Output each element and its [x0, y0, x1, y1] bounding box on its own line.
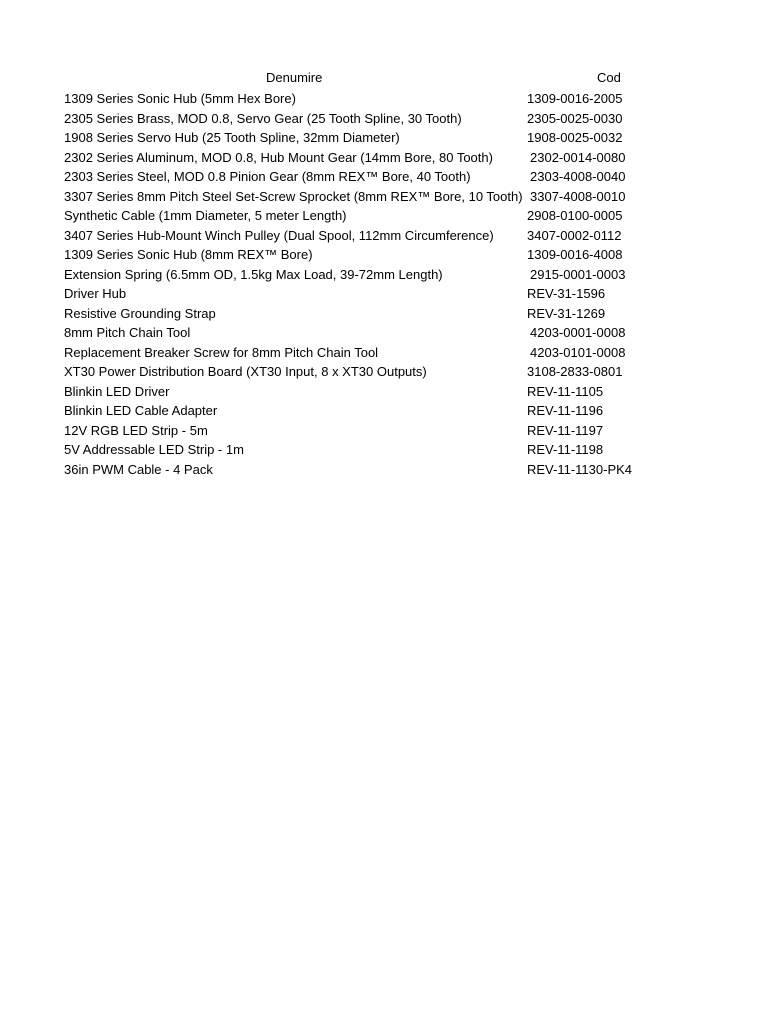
cell-denumire: 2305 Series Brass, MOD 0.8, Servo Gear (25 Tooth Spline, 30 Tooth) — [64, 110, 462, 126]
table-row — [0, 245, 768, 265]
table-row — [0, 167, 768, 187]
cell-denumire: Resistive Grounding Strap — [64, 305, 216, 321]
cell-denumire: Extension Spring (6.5mm OD, 1.5kg Max Load, 39-72mm Length) — [64, 266, 443, 282]
cell-cod: 1309-0016-4008 — [527, 247, 623, 262]
cell-cod: 4203-0001-0008 — [530, 325, 626, 340]
table-row — [0, 440, 768, 460]
table-row — [0, 382, 768, 402]
cell-denumire: 5V Addressable LED Strip - 1m — [64, 442, 244, 457]
cell-cod: REV-11-1105 — [527, 383, 604, 399]
cell-cod: 2302-0014-0080 — [530, 149, 626, 165]
table-header — [0, 70, 768, 89]
cell-denumire: 8mm Pitch Chain Tool — [64, 325, 191, 340]
table-row — [0, 128, 768, 148]
table-row — [0, 304, 768, 324]
cell-cod: 3307-4008-0010 — [530, 188, 626, 204]
cell-cod: REV-31-1596 — [527, 286, 606, 301]
cell-cod: 1309-0016-2005 — [527, 91, 623, 106]
cell-denumire: Blinkin LED Driver — [64, 383, 170, 399]
header-denumire: Denumire — [266, 70, 323, 85]
cell-cod: 4203-0101-0008 — [530, 344, 626, 360]
cell-cod: 1908-0025-0032 — [527, 130, 623, 145]
table-row — [0, 343, 768, 363]
table-row — [0, 362, 768, 382]
cell-denumire: XT30 Power Distribution Board (XT30 Input, 8 x XT30 Outputs) — [64, 364, 427, 379]
cell-denumire: Blinkin LED Cable Adapter — [64, 403, 218, 418]
cell-cod: 2303-4008-0040 — [530, 169, 626, 184]
table-row — [0, 148, 768, 168]
cell-denumire: 12V RGB LED Strip - 5m — [64, 422, 208, 438]
cell-cod: REV-11-1197 — [527, 422, 604, 438]
cell-denumire: 2303 Series Steel, MOD 0.8 Pinion Gear (8mm REX™ Bore, 40 Tooth) — [64, 169, 471, 184]
cell-denumire: Replacement Breaker Screw for 8mm Pitch Chain Tool — [64, 344, 379, 360]
table-row — [0, 421, 768, 441]
table-row — [0, 284, 768, 304]
table-row — [0, 109, 768, 129]
cell-denumire: Driver Hub — [64, 286, 127, 301]
cell-cod: REV-11-1198 — [527, 442, 604, 457]
cell-denumire: 1309 Series Sonic Hub (8mm REX™ Bore) — [64, 247, 313, 262]
cell-denumire: 36in PWM Cable - 4 Pack — [64, 461, 213, 477]
cell-denumire: 3307 Series 8mm Pitch Steel Set-Screw Sprocket (8mm REX™ Bore, 10 Tooth) — [64, 188, 523, 204]
table-row — [0, 401, 768, 421]
cell-cod: 2915-0001-0003 — [530, 266, 626, 282]
cell-denumire: Synthetic Cable (1mm Diameter, 5 meter Length) — [64, 208, 347, 223]
table-body — [0, 89, 768, 479]
table-row — [0, 226, 768, 246]
cell-denumire: 1908 Series Servo Hub (25 Tooth Spline, 32mm Diameter) — [64, 130, 400, 145]
cell-cod: REV-11-1196 — [527, 403, 604, 418]
table-row — [0, 265, 768, 285]
table-row — [0, 323, 768, 343]
cell-cod: 3407-0002-0112 — [527, 227, 622, 243]
cell-cod: 2908-0100-0005 — [527, 208, 623, 223]
cell-cod: REV-11-1130-PK4 — [527, 461, 633, 477]
cell-cod: 2305-0025-0030 — [527, 110, 623, 126]
table-row — [0, 206, 768, 226]
header-cod: Cod — [597, 70, 621, 85]
table-row — [0, 187, 768, 207]
cell-denumire: 2302 Series Aluminum, MOD 0.8, Hub Mount Gear (14mm Bore, 80 Tooth) — [64, 149, 493, 165]
cell-cod: 3108-2833-0801 — [527, 364, 623, 379]
table-row — [0, 89, 768, 109]
cell-cod: REV-31-1269 — [527, 305, 606, 321]
table-row — [0, 460, 768, 480]
cell-denumire: 3407 Series Hub-Mount Winch Pulley (Dual Spool, 112mm Circumference) — [64, 227, 494, 243]
cell-denumire: 1309 Series Sonic Hub (5mm Hex Bore) — [64, 91, 296, 106]
